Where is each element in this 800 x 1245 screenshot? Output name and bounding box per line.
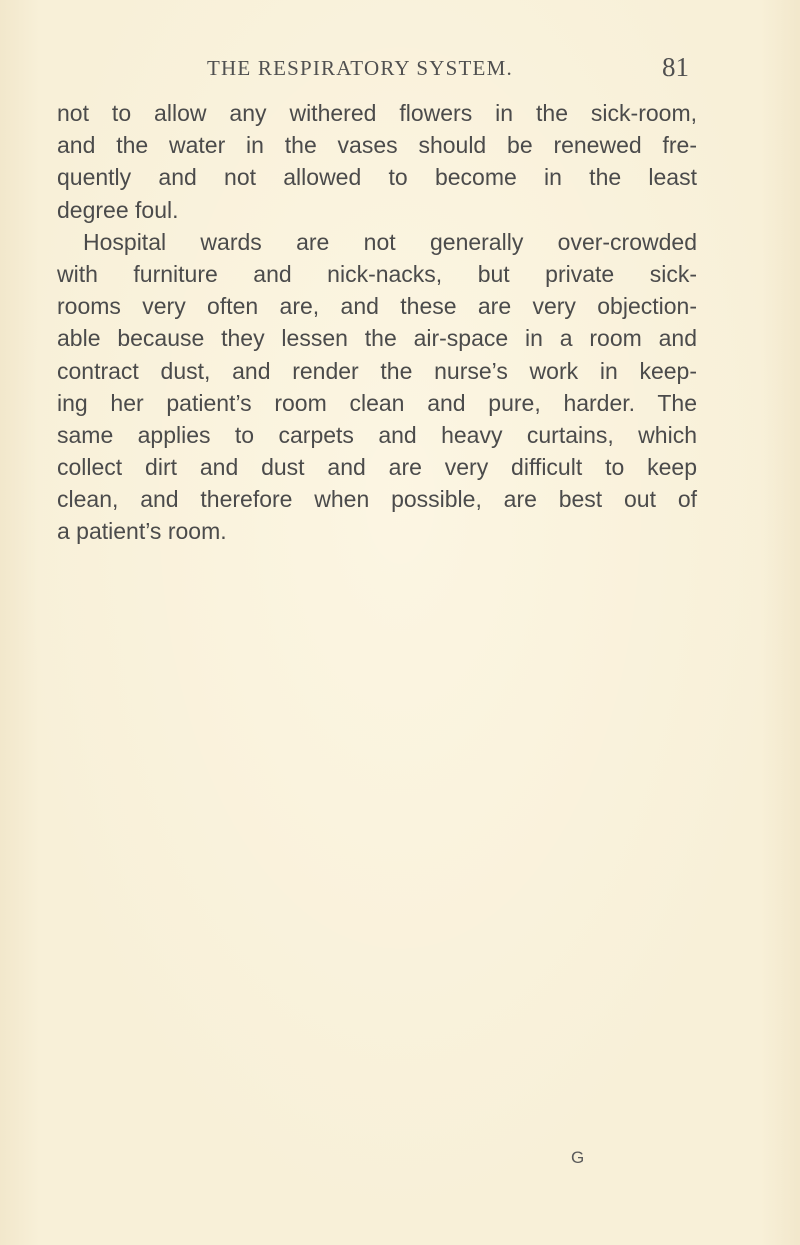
text-line: Hospital wards are not generally over-crowded — [83, 228, 697, 255]
text-line: not to allow any withered flowers in the sick-room, — [57, 100, 697, 126]
paragraph-1 — [57, 97, 697, 226]
text-line: contract dust, and render the nurse’s work in keep- — [57, 357, 697, 384]
running-title: THE RESPIRATORY SYSTEM. — [207, 56, 513, 80]
signature-mark: G — [571, 1148, 585, 1167]
text-line: rooms very often are, and these are very objection- — [57, 293, 697, 320]
text-line: collect dirt and dust and are very difficult to keep — [57, 454, 697, 481]
text-line: with furniture and nick-nacks, but private sick- — [57, 260, 697, 287]
text-line: clean, and therefore when possible, are best out of — [57, 486, 697, 513]
text-line: able because they lessen the air-space in a room and — [57, 325, 697, 352]
paragraph-2 — [57, 226, 697, 548]
text-line: a patient’s room. — [57, 518, 227, 545]
text-line: quently and not allowed to become in the least — [57, 164, 697, 191]
page-number: 81 — [662, 52, 689, 82]
text-line: same applies to carpets and heavy curtains, which — [57, 421, 697, 448]
body-text — [57, 97, 697, 548]
running-head — [57, 52, 697, 84]
text-line: ing her patient’s room clean and pure, harder. The — [57, 389, 697, 416]
text-line: degree foul. — [57, 196, 179, 223]
text-line: and the water in the vases should be renewed fre- — [57, 132, 697, 159]
